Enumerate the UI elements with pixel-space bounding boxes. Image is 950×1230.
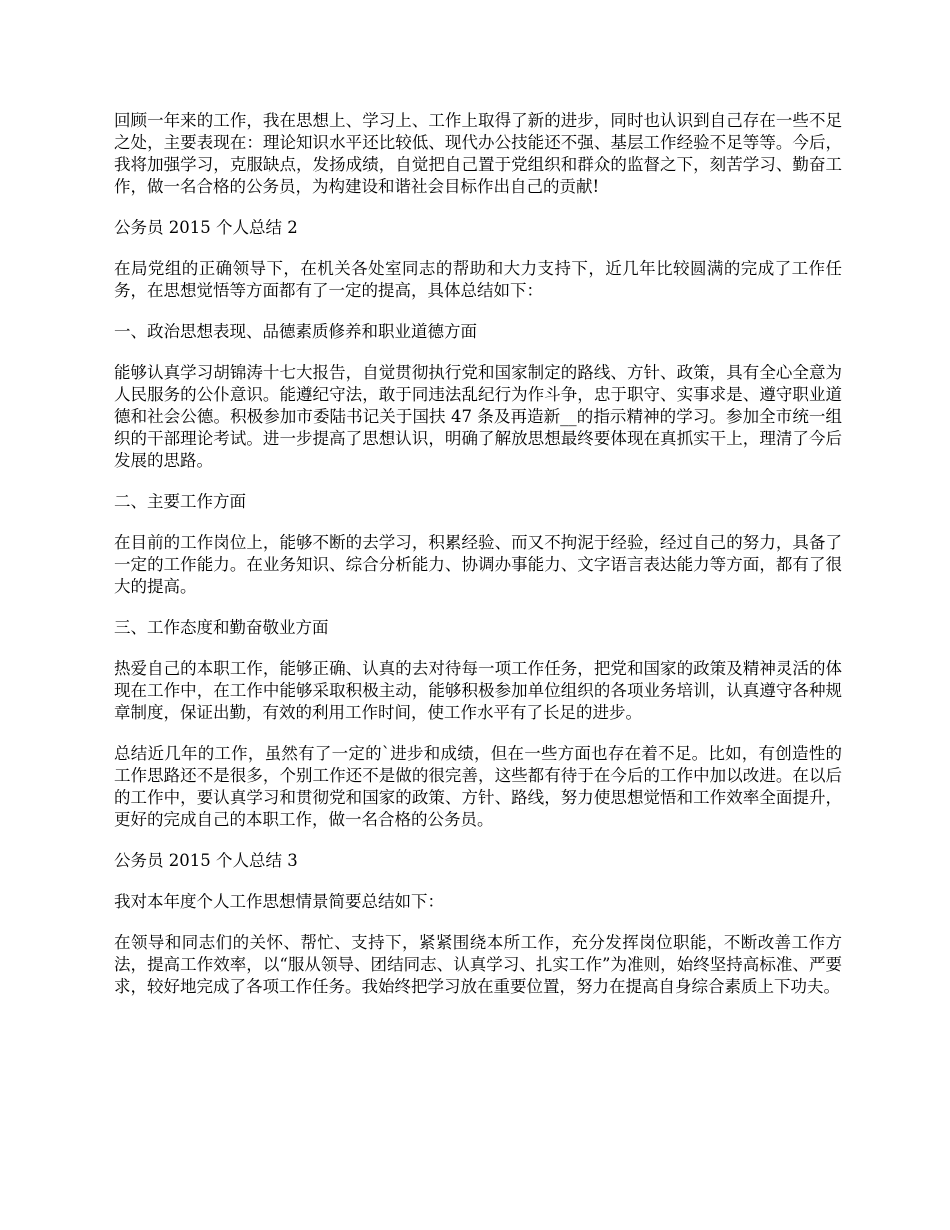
paragraph-summary-3-intro: 我对本年度个人工作思想情景简要总结如下：	[114, 892, 444, 911]
paragraph-intro: 在局党组的正确领导下，在机关各处室同志的帮助和大力支持下，近几年比较圆满的完成了工作任务，在思想觉悟等方面都有了一定的提高，具体总结如下：	[114, 259, 842, 300]
heading-main-work: 二、主要工作方面	[114, 492, 246, 511]
heading-work-attitude: 三、工作态度和勤奋敬业方面	[114, 618, 329, 637]
section-title-summary-2: 公务员 2015 个人总结 2	[114, 218, 298, 237]
paragraph-work-attitude: 热爱自己的本职工作，能够正确、认真的去对待每一项工作任务，把党和国家的政策及精神灵活的体现在工作中，在工作中能够采取积极主动，能够积极参加单位组织的各项业务培训，认真遵守各种规章制度，保证出勤，有效的利用工作时间，使工作水平有了长足的进步。	[114, 659, 842, 722]
paragraph-main-work: 在目前的工作岗位上，能够不断的去学习，积累经验、而又不拘泥于经验，经过自己的努力，具备了一定的工作能力。在业务知识、综合分析能力、协调办事能力、文字语言表达能力等方面，都有了很大的提高。	[114, 533, 842, 596]
paragraph-review: 回顾一年来的工作，我在思想上、学习上、工作上取得了新的进步，同时也认识到自己存在一些不足之处，主要表现在：理论知识水平还比较低、现代办公技能还不强、基层工作经验不足等等。今后，我将加强学习，克服缺点，发扬成绩，自觉把自己置于党组织和群众的监督之下，刻苦学习、勤奋工作，做一名合格的公务员，为构建设和谐社会目标作出自己的贡献!	[114, 111, 842, 196]
heading-political-thought: 一、政治思想表现、品德素质修养和职业道德方面	[114, 322, 477, 341]
paragraph-summary-3-body: 在领导和同志们的关怀、帮忙、支持下，紧紧围绕本所工作，充分发挥岗位职能，不断改善工作方法，提高工作效率，以“服从领导、团结同志、认真学习、扎实工作”为准则，始终坚持高标准、严要求，较好地完成了各项工作任务。我始终把学习放在重要位置，努力在提高自身综合素质上下功夫。	[114, 933, 842, 996]
document-page	[114, 110, 842, 1017]
paragraph-conclusion: 总结近几年的工作，虽然有了一定的`进步和成绩，但在一些方面也存在着不足。比如，有创造性的工作思路还不是很多，个别工作还不是做的很完善，这些都有待于在今后的工作中加以改进。在以后的工作中，要认真学习和贯彻党和国家的政策、方针、路线，努力使思想觉悟和工作效率全面提升，更好的完成自己的本职工作，做一名合格的公务员。	[114, 744, 842, 829]
section-title-summary-3: 公务员 2015 个人总结 3	[114, 851, 298, 870]
paragraph-political-thought: 能够认真学习胡锦涛十七大报告，自觉贯彻执行党和国家制定的路线、方针、政策，具有全心全意为人民服务的公仆意识。能遵纪守法，敢于同违法乱纪行为作斗争，忠于职守、实事求是、遵守职业道德和社会公德。积极参加市委陆书记关于国扶 47 条及再造新__的指示精神的学习。参加全市统一组织的干部理论考试。进一步提高了思想认识，明确了解放思想最终要体现在真抓实干上，理清了今后发展的思路。	[114, 363, 842, 470]
